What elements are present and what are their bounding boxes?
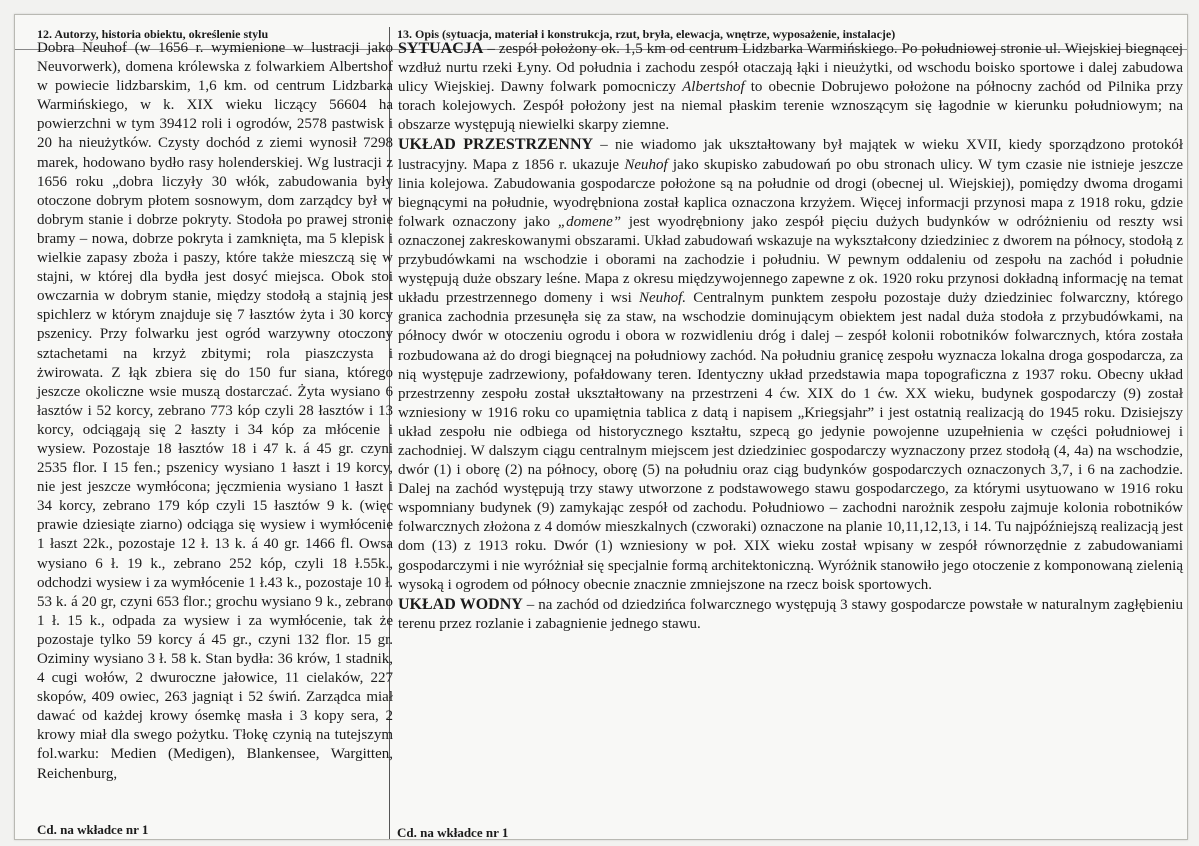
section-water-layout: UKŁAD WODNY – na zachód od dziedzińca folwarcznego występują 3 stawy gospodarcze powstałe w naturalnym zagłębieniu terenu przez rozlanie i zabagnienie jednego stawu. (398, 595, 1183, 632)
right-column-header: 13. Opis (sytuacja, materiał i konstrukcja, rzut, bryła, elewacja, wnętrze, wyposażenie, instalacje) (397, 27, 896, 41)
section-situation: SYTUACJA – zespół położony ok. 1,5 km od centrum Lidzbarka Warmińskiego. Po południowej stronie ul. Wiejskiej biegnącej wzdłuż nurtu rzeki Łyny. Od południa i zachodu zespół otaczają łąki i nieużytki, od wschodu boisko sportowe i dalej zabudowa ulicy Wiejskiej. Dawny folwark pomocniczy Albertshof to obecnie Dobrujewo położone na północny zachód od Pilnika przy torach kolejowych. Zespół położony jest na niemal płaskim terenie wznoszącym się łagodnie w kierunku południowym; na obszarze występują niewielki skarpy ziemne. (398, 40, 1183, 134)
section-title: SYTUACJA (398, 40, 484, 57)
section-title: UKŁAD PRZESTRZENNY (398, 136, 594, 154)
left-column-header: 12. Autorzy, historia obiektu, określenie stylu (37, 27, 269, 41)
right-column (392, 39, 1187, 839)
document-page (14, 14, 1188, 840)
description-text (398, 39, 1183, 634)
section-title: UKŁAD WODNY (398, 595, 523, 613)
right-continuation-note: Cd. na wkładce nr 1 (397, 825, 509, 840)
left-continuation-note: Cd. na wkładce nr 1 (37, 822, 149, 837)
history-text: Dobra Neuhof (w 1656 r. wymienione w lustracji jako Neuvorwerk), domena królewska z folwarkiem Albertshof w powiecie lidzbarskim, 1,6 km. od centrum Lidzbarka Warmińskiego, w k. XIX wieku liczący 56604 ha powierzchni w tym 39412 roli i ogrodów, 2578 pastwisk i 20 ha nieużytków. Czysty dochód z ziemi wynosił 7298 marek, hodowano bydło rasy holenderskiej. Wg lustracji z 1656 roku „dobra liczyły 30 włók, zabudowania były otoczone dobrym płotem sosnowym, dom zarządcy był w dobrym stanie i dobrze pokryty. Stodoła po prawej stronie bramy – nowa, dobrze pokryta i zamknięta, ma 5 klepisk i wielkie zapasy zboża i paszy, które także mieszczą się w stajni, w której dla bydła jest dosyć miejsca. Obok stoi owczarnia w dobrym stanie, między stodołą a stajnią jest spichlerz w którym znajduje się 7 łasztów żyta i 30 korcy pszenicy. Przy folwarku jest ogród warzywny otoczony sztachetami na krzyż zbitymi; rola piaszczysta i żwirowata. Z łąk zbiera się do 150 fur siana, którego jeszcze okoliczne wsie muszą dostarczać. Żyta wysiano 6 łasztów i 52 korcy, zebrano 773 kóp czyli 28 łasztów i 13 korcy, odciągają się 2 łaszty i 34 kóp za młócenie i wysiew. Pozostaje 18 łasztów 18 i 47 k. á 45 gr. czyni 2535 flor. I 15 fen.; pszenicy wysiano 1 łaszt i 19 korcy, nie jest jeszcze wymłócona; jęczmienia wysiano 1 łaszt i 34 korcy, zebrano 179 kóp czyli 15 łasztów 9 k. (więc prawie dziesiąte ziarno) odciąga się wysiew i wymłócenie 1 łaszt 22k., pozostaje 12 ł. 13 k. á 40 gr. 1466 fl. Owsa wysiano 6 ł. 19 k., zebrano 252 kóp, czyli 18 ł.55k., odchodzi wysiew i za wymłócenie 1 ł.43 k., pozostaje 10 ł. 53 k. á 20 gr, czyni 653 flor.; grochu wysiano 9 k., zebrano 1 ł. 15 k., odpada za wysiew i za wymłócenie, tak że pozostaje tylko 59 korcy á 45 gr., czyni 132 flor. 15 gr. Oziminy wysiano 3 ł. 58 k. Stan bydła: 36 krów, 1 stadnik, 4 cugi wołów, 2 dwuroczne jałowice, 11 cielaków, 227 skopów, 409 owiec, 263 jagniąt i 52 świń. Zarządca miał dawać od każdej krowy ósemkę masła i 3 kopy sera, 2 krowy miał dla swego pożytku. Tłokę czynią na tutejszym fol.warku: Medien (Medigen), Blankensee, Wargitten, Reichenburg, (37, 40, 393, 782)
section-spatial-layout: UKŁAD PRZESTRZENNY – nie wiadomo jak ukształtowany był majątek w wieku XVII, kiedy sporządzono protokół lustracyjny. Mapa z 1856 r. ukazuje Neuhof jako skupisko zabudowań po obu stronach ulicy. W tym czasie nie istnieje jeszcze linia kolejowa. Zabudowania gospodarcze położone są na południe od drogi (obecnej ul. Wiejskiej), pomiędzy dwoma drogami biegnącymi na południe, wyodrębniona został kaplica oznaczona krzyżem. Więcej informacji przynosi mapa z 1918 roku, gdzie folwark oznaczony jako „domene” jest wyodrębniony jako zespół pięciu dużych budynków w odróżnieniu od reszty wsi oznaczonej zakreskowanymi obszarami. Układ zabudowań wskazuje na wykształcony dziedziniec z dworem na północy, stodołą z przybudówkami na wschodzie i oborami na zachodzie i południu. W pewnym oddaleniu od zespołu na zachód i południe występują duże obszary leśne. Mapa z okresu międzywojennego zapewne z ok. 1920 roku przynosi dokładną informację na temat układu przestrzennego domeny i wsi Neuhof. Centralnym punktem zespołu pozostaje duży dziedziniec folwarczny, którego granica zachodnia przesunęła się za staw, na wschodzie dominującym obiektem jest nadal duża stodoła z przybudówkami, na północy dwór w otoczeniu ogrodu i obora w rozwidleniu dróg i dalej – zespół kolonii robotników folwarcznych, która została rozbudowana aż do drogi biegnącej na południowy zachód. Na południu granicę zespołu wyznacza lokalna droga gospodarcza, za nią występuje zadrzewiony, pofałdowany teren. Identyczny układ przedstawia mapa topograficzna z 1937 roku. Obecny układ przestrzenny zespołu został ukształtowany na przestrzeni 4 ćw. XIX do 1 ćw. XX wieku, budynek gospodarczy (9) został wzniesiony w 1916 roku co upamiętnia tablica z datą i napisem „Kriegsjahr” i jest ostatnią realizacją do 1945 roku. Dzisiejszy układ zespołu nie odbiega od historycznego kształtu, szpecą go jedynie powojenne uzupełnienia w części południowej i zachodniej. W dalszym ciągu centralnym miejscem jest dziedziniec gospodarczy wyznaczony przez stodołą (4, 4a) na wschodzie, dwór (1) i oborę (2) na północy, oborę (5) na południu oraz ciąg budynków gospodarczych oznaczonych 3,7, i 6 na zachodzie. Dalej na zachód występują trzy stawy utworzone z podstawowego stawu gospodarczego, za którymi usytuowano w 1916 roku wspomniany budynek (9) zamykając zespół od zachodu. Południowo – zachodni narożnik zespołu zajmuje kolonia robotników folwarcznych złożona z 4 domów mieszkalnych (czworaki) oznaczone na planie 10,11,12,13, i 14. Tu najpóźniejszą realizacją jest dom (13) z 1913 roku. Dwór (1) wzniesiony w poł. XIX wieku został wpisany w zespół równorzędnie z zabudowaniami gospodarczymi i nie wyróżniał się specjalnie formą architektoniczną. Wyróżnik stanowiło jego otoczenie z komponowaną zielenią wysoką i ogrodem od północy obecnie znacznie zmniejszone na rzecz boisk sportowych. (398, 136, 1184, 593)
left-column (37, 39, 393, 839)
